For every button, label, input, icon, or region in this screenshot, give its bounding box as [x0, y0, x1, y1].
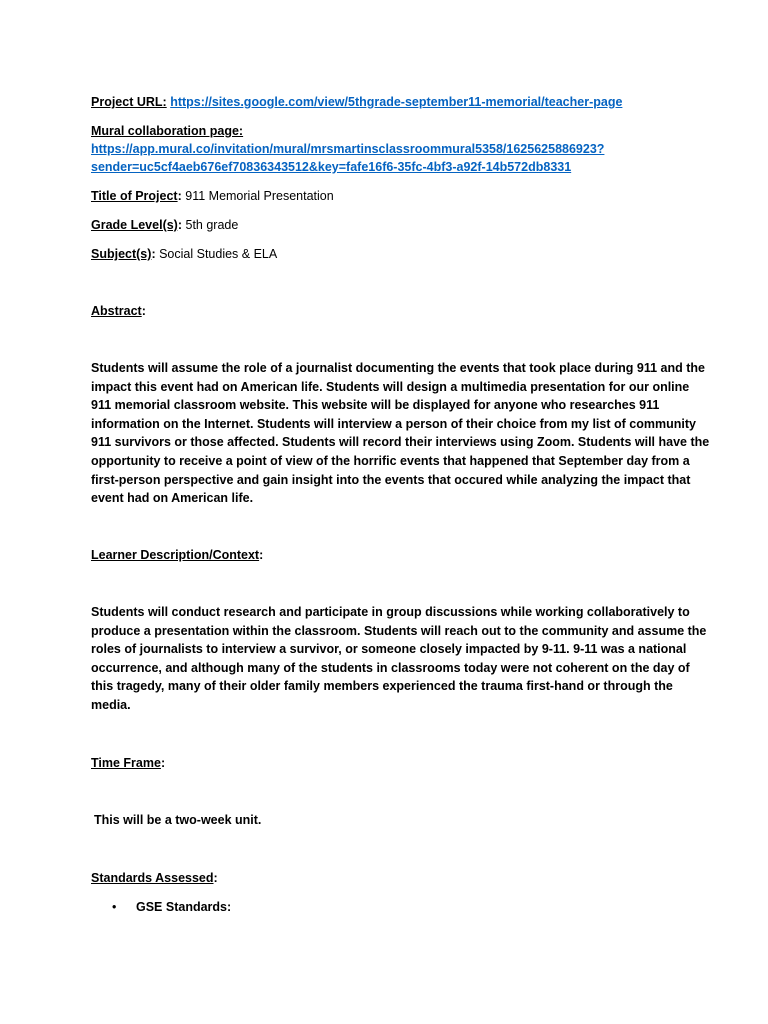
learner-description-paragraph	[91, 603, 707, 715]
grade-levels-label: Grade Level(s)	[91, 218, 178, 232]
learner-description-heading-row: Learner Description/Context:	[91, 548, 264, 562]
abstract-line: impact this event had on American life. Students will design a multimedia presentation for our online	[91, 379, 690, 394]
abstract-heading-row: Abstract:	[91, 304, 146, 318]
abstract-heading: Abstract	[91, 304, 142, 318]
project-url-row	[91, 93, 622, 112]
grade-levels-value: 5th grade	[185, 218, 239, 232]
learner-description-line: media.	[91, 697, 131, 712]
learner-description-line: produce a presentation within the classroom. Students will reach out to the community and assume the	[91, 623, 707, 638]
bullet-icon: •	[112, 900, 117, 914]
title-of-project-label: Title of Project	[91, 189, 178, 203]
abstract-line: event had on American life.	[91, 491, 254, 506]
standards-heading: Standards Assessed	[91, 871, 214, 885]
learner-description-line: occurrence, and although many of the students in classrooms today were not coherent on the day of	[91, 660, 690, 675]
abstract-line: first-person perspective and gain insight into the events that occured while analyzing the impact that	[91, 472, 691, 487]
title-of-project-value: 911 Memorial Presentation	[185, 189, 334, 203]
learner-description-line: roles of journalists to interview a survivor, or someone closely impacted by 9-11. 9-11 was a national	[91, 642, 687, 657]
time-frame-text-row	[94, 811, 261, 830]
gse-standards-item: GSE Standards:	[136, 900, 232, 914]
abstract-paragraph	[91, 359, 710, 508]
time-frame-heading-row: Time Frame:	[91, 756, 166, 770]
learner-description-line: Students will conduct research and participate in group discussions while working collaboratively to	[91, 605, 690, 619]
subjects-row: Subject(s): Social Studies & ELA	[91, 247, 278, 261]
mural-label-row	[91, 122, 243, 141]
mural-label: Mural collaboration page:	[91, 124, 244, 138]
subjects-label: Subject(s)	[91, 247, 152, 261]
mural-link-line-2[interactable]: sender=uc5cf4aeb676ef70836343512&key=fafe16f6-35fc-4bf3-a92f-14b572db8331	[91, 160, 572, 174]
time-frame-text: This will be a two-week unit.	[94, 813, 262, 827]
project-url-label: Project URL:	[91, 95, 167, 109]
subjects-value: Social Studies & ELA	[159, 247, 278, 261]
abstract-line: opportunity to receive a point of view of the horrific events that happened that September day from a	[91, 453, 690, 468]
mural-link-line-2-row	[91, 158, 571, 177]
mural-link-line-1-row	[91, 140, 604, 159]
title-of-project-row: Title of Project: 911 Memorial Presentation	[91, 189, 334, 203]
learner-description-line: this tragedy, many of their older family members experienced the trauma first-hand or through the	[91, 679, 673, 694]
standards-heading-row: Standards Assessed:	[91, 871, 218, 885]
time-frame-heading: Time Frame	[91, 756, 161, 770]
abstract-line: information on the Internet. Students will interview a person of their choice from my list of community	[91, 416, 696, 431]
mural-link-line-1[interactable]: https://app.mural.co/invitation/mural/mrsmartinsclassroommural5358/1625625886923?	[91, 142, 605, 156]
project-url-link[interactable]: https://sites.google.com/view/5thgrade-september11-memorial/teacher-page	[170, 95, 623, 109]
grade-levels-row: Grade Level(s): 5th grade	[91, 218, 239, 232]
abstract-line: 911 survivors or those affected. Students will record their interviews using Zoom. Students will have the	[91, 435, 710, 450]
abstract-line: Students will assume the role of a journalist documenting the events that took place during 911 and the	[91, 361, 705, 375]
learner-description-heading: Learner Description/Context	[91, 548, 260, 562]
abstract-line: 911 memorial classroom website. This website will be displayed for anyone who researches 911	[91, 398, 660, 413]
